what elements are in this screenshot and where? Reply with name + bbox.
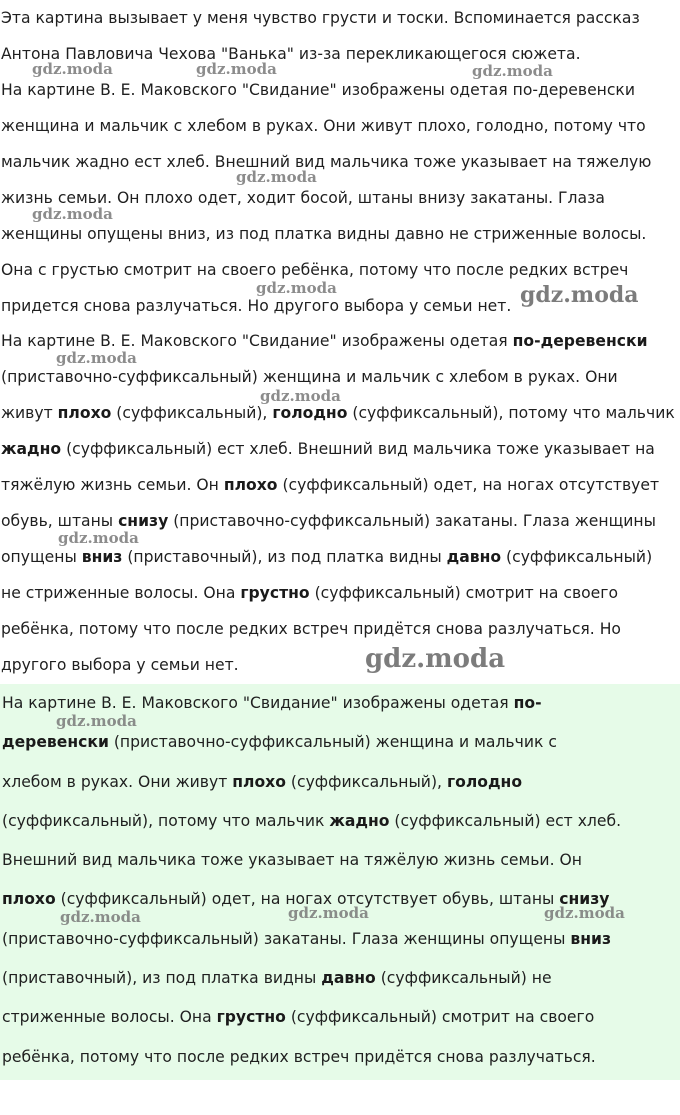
highlighted-adverb: жадно [1, 440, 62, 458]
highlighted-adverb: по- [513, 694, 542, 712]
watermark: gdz.moda [260, 387, 341, 405]
text-line [1, 998, 680, 1037]
text-line: другого выбора у семьи нет. [1, 656, 239, 674]
text-run: (суффиксальный), [285, 772, 447, 791]
highlighted-adverb: плохо [2, 890, 56, 909]
highlighted-adverb: голодно [272, 404, 348, 422]
text-run: обувь, штаны [1, 512, 119, 530]
highlighted-adverb: плохо [223, 476, 278, 494]
text-line [1, 920, 680, 959]
watermark: gdz.moda [236, 168, 317, 186]
highlighted-adverb: по-деревенски [512, 332, 648, 350]
text-line [1, 723, 680, 762]
text-run: (суффиксальный) смотрит на своего [309, 584, 619, 602]
text-line [1, 802, 680, 841]
watermark: gdz.moda [520, 282, 639, 308]
text-run: (приставочный), из под платка видны [2, 969, 322, 988]
text-run: (приставочно-суффиксальный) женщина и мальчик с [108, 733, 557, 752]
text-line [1, 431, 677, 467]
text-line: ребёнка, потому что после редких встреч придётся снова разлучаться. Но [1, 620, 621, 638]
watermark: gdz.moda [58, 529, 139, 547]
text-line [1, 575, 677, 611]
paragraph-annotated [0, 323, 677, 683]
text-line [1, 684, 680, 723]
watermark: gdz.moda [256, 279, 337, 297]
text-line: жизнь семьи. Он плохо одет, ходит босой, штаны внизу закатаны. Глаза [1, 189, 605, 207]
text-run: хлебом в руках. Они живут [2, 772, 233, 791]
watermark: gdz.moda [196, 60, 277, 78]
text-line: Внешний вид мальчика тоже указывает на тяжёлую жизнь семьи. Он [2, 851, 582, 870]
text-line: женщина и мальчик с хлебом в руках. Они живут плохо, голодно, потому что [1, 117, 646, 135]
text-run: (приставочно-суффиксальный) закатаны. Глаза женщины опущены [2, 929, 571, 948]
text-run: опущены [1, 548, 82, 566]
text-line: (приставочно-суффиксальный) женщина и мальчик с хлебом в руках. Они [1, 368, 618, 386]
text-line [1, 959, 680, 998]
highlighted-adverb: деревенски [2, 733, 109, 752]
watermark: gdz.moda [60, 908, 141, 926]
text-run: не стриженные волосы. Она [1, 584, 241, 602]
text-line [1, 539, 677, 575]
text-line: женщины опущены вниз, из под платка видны давно не стриженные волосы. [1, 225, 647, 243]
text-run: (суффиксальный) ест хлеб. [389, 811, 622, 830]
highlighted-adverb: голодно [446, 772, 523, 791]
text-run: стриженные волосы. Она [2, 1008, 217, 1027]
text-run: (суффиксальный) [501, 548, 653, 566]
highlighted-adverb: вниз [570, 929, 612, 948]
highlighted-adverb: плохо [232, 772, 286, 791]
text-run: (приставочно-суффиксальный) закатаны. Глаза женщины [168, 512, 656, 530]
watermark: gdz.moda [56, 712, 137, 730]
text-line: На картине В. Е. Маковского "Свидание" изображены одетая по-деревенски [1, 81, 635, 99]
highlighted-adverb: давно [446, 548, 502, 566]
highlighted-adverb: снизу [118, 512, 169, 530]
text-run: (суффиксальный), потому что мальчик [347, 404, 675, 422]
text-line [1, 395, 677, 431]
highlighted-adverb: плохо [57, 404, 112, 422]
text-run: тяжёлую жизнь семьи. Он [1, 476, 224, 494]
text-line: ребёнка, потому что после редких встреч придётся снова разлучаться. [2, 1047, 596, 1066]
highlighted-adverb: вниз [81, 548, 123, 566]
highlighted-adverb: грустно [240, 584, 310, 602]
text-line: Она с грустью смотрит на своего ребёнка, потому что после редких встреч [1, 261, 629, 279]
text-line: Эта картина вызывает у меня чувство грусти и тоски. Вспоминается рассказ [1, 9, 640, 27]
text-line: мальчик жадно ест хлеб. Внешний вид мальчика тоже указывает на тяжелую [1, 153, 652, 171]
paragraph-original [0, 0, 677, 324]
watermark: gdz.moda [472, 62, 553, 80]
watermark: gdz.moda [32, 205, 113, 223]
watermark: gdz.moda [365, 644, 506, 674]
text-line [1, 503, 677, 539]
text-line [1, 763, 680, 802]
text-line [1, 467, 677, 503]
text-run: (суффиксальный), потому что мальчик [2, 811, 330, 830]
text-line: Антона Павловича Чехова "Ванька" из-за перекликающегося сюжета. [1, 45, 581, 63]
watermark: gdz.moda [288, 904, 369, 922]
highlighted-adverb: давно [321, 969, 376, 988]
text-run: (суффиксальный) смотрит на своего [285, 1008, 595, 1027]
highlighted-adverb: грустно [216, 1008, 286, 1027]
text-run: На картине В. Е. Маковского "Свидание" изображены одетая [1, 332, 513, 350]
text-run: (суффиксальный) не [375, 969, 552, 988]
watermark: gdz.moda [56, 349, 137, 367]
watermark: gdz.moda [544, 904, 625, 922]
highlighted-adverb: снизу [559, 890, 610, 909]
text-line: придется снова разлучаться. Но другого выбора у семьи нет. [1, 297, 512, 315]
paragraph-answer-highlighted [0, 684, 680, 1080]
highlighted-adverb: жадно [329, 811, 390, 830]
text-run: (суффиксальный), [111, 404, 273, 422]
text-run: (суффиксальный) одет, на ногах отсутствует [277, 476, 660, 494]
text-run: (суффиксальный) ест хлеб. Внешний вид мальчика тоже указывает на [61, 440, 655, 458]
text-run: живут [1, 404, 58, 422]
text-line [1, 880, 680, 919]
text-run: (приставочный), из под платка видны [122, 548, 447, 566]
text-run: (суффиксальный) одет, на ногах отсутствует обувь, штаны [55, 890, 560, 909]
text-run: На картине В. Е. Маковского "Свидание" изображены одетая [2, 694, 514, 712]
text-line [1, 323, 677, 359]
watermark: gdz.moda [32, 60, 113, 78]
